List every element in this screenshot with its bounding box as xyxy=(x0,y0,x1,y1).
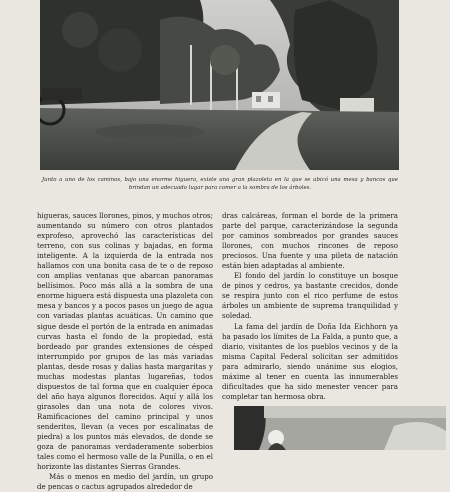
bottom-photo xyxy=(234,406,446,450)
paragraph: higueras, sauces llorones, pinos, y muchos otros; aumentando su número con otros plantados exprofeso, aprovechó las características del terreno, con sus colinas y bajadas, en forma inteligente. A la izquierda de la entrada nos hallamos con una bonita casa de te o de reposo con amplias ventanas que abarcan panoramas bellísimos. Poco más allá a la sombra de una enorme higuera está dispuesta una plazoleta con mesa y bancos y a pocos pasos un juego de agua con variadas plantas acuáticas. Un camino que sigue desde el portón de la entrada en animadas curvas hasta el fondo de la propiedad, está bordeado por grandes extensiones de césped interrumpido por grupos de las más variadas plantas, desde rosas y dalias hasta margaritas y muchas modestas plantas lugareñas, todos dispuestos de tal forma que en cualquier época del año haya algunos florecidos. Aquí y allá los girasoles dan una nota de colores vivos. Ramificaciones del camino principal y unos senderitos, llevan (a veces por escalinatas de piedra) a los puntos más elevados, de donde se goza de panoramas verdaderamente soberbios tales como el hermoso valle de la Punilla, o en el horizonte las distantes Sierras Grandes. xyxy=(37,211,213,472)
paragraph: dras calcáreas, forman el borde de la primera parte del parque, caracterizándose la segunda por caminos sombreados por grandes sauces llorones, con muchos rincones de reposo preciosos. Una fuente y una pileta de natación están bien adaptadas al ambiente. xyxy=(222,211,398,271)
paragraph: El fondo del jardín lo constituye un bosque de pinos y cedros, ya bastante crecidos, donde se respira junto con el rico perfume de estos árboles un ambiente de suprema tranquilidad y soledad. xyxy=(222,271,398,321)
photo-caption: Junto a uno de los caminos, bajo una enorme higuera, existe una gran plazoleta en la que se ubicó una mesa y bancos que brindan un adecuado lugar para comer a la sombra de los árboles. xyxy=(42,177,398,191)
text-column-right xyxy=(222,211,398,402)
garden-path-photo xyxy=(40,0,399,170)
paragraph: La fama del jardín de Doña Ida Eichhorn ya ha pasado los límites de La Falda, a punto que, a diario, visitantes de los pueblos vecinos y de la misma Capital Federal solicitan ser admitidos para admirarlo, siendo unánime sus elogios, máxime al tener en cuenta las innumerables dificultades que ha sido menester vencer para completar tan hermosa obra. xyxy=(222,321,398,401)
paragraph: Más o menos en medio del jardín, un grupo de pencas o cactus agrupados alrededor de xyxy=(37,472,213,492)
